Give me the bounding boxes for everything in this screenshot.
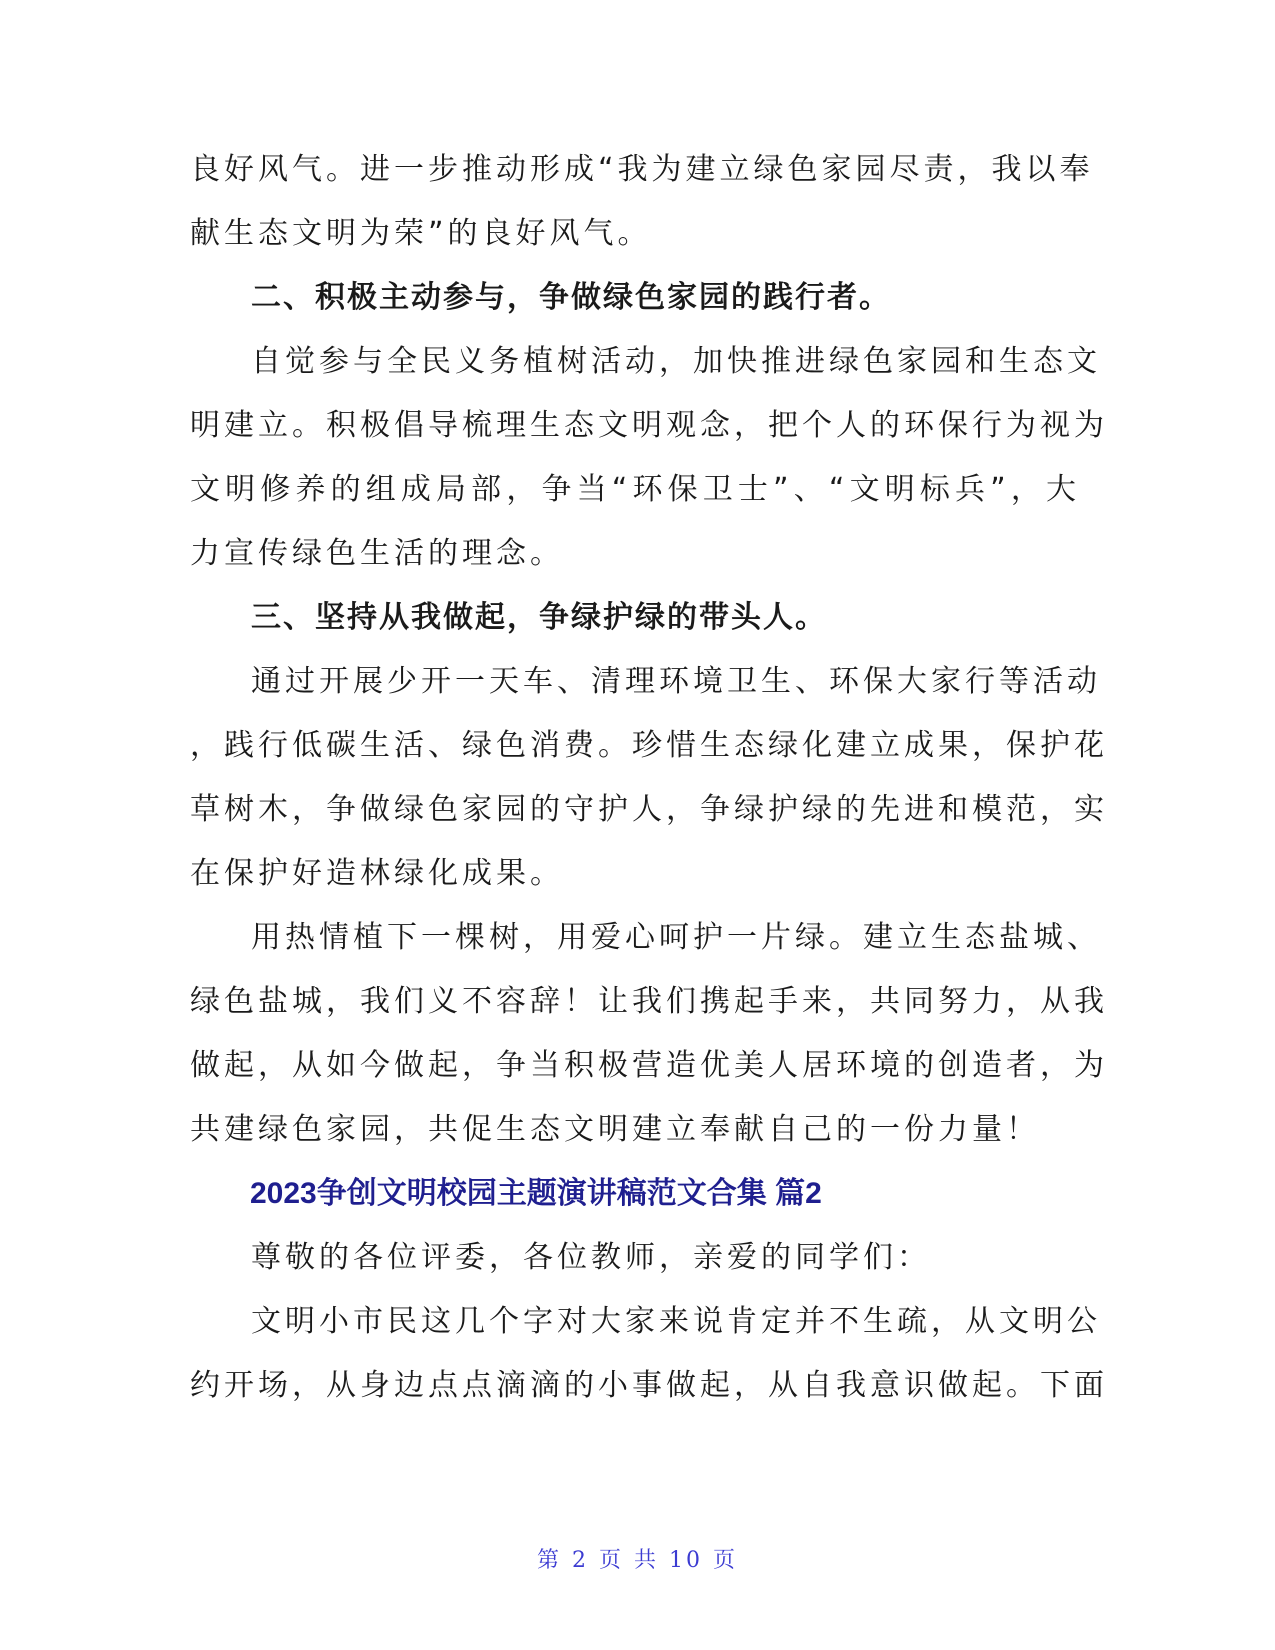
salutation: 尊敬的各位评委，各位教师，亲爱的同学们： — [251, 1240, 931, 1275]
body-line: 良好风气。进一步推动形成“我为建立绿色家园尽责，我以奉 — [190, 152, 1094, 187]
body-line: 献生态文明为荣”的良好风气。 — [190, 216, 652, 251]
body-line: 草树木，争做绿色家园的守护人，争绿护绿的先进和模范，实 — [190, 792, 1108, 827]
body-line: 自觉参与全民义务植树活动，加快推进绿色家园和生态文 — [251, 344, 1101, 379]
body-line: 做起，从如今做起，争当积极营造优美人居环境的创造者，为 — [190, 1048, 1108, 1083]
section-heading: 二、积极主动参与，争做绿色家园的践行者。 — [251, 280, 891, 315]
body-line: 通过开展少开一天车、清理环境卫生、环保大家行等活动 — [251, 664, 1101, 699]
body-line: 在保护好造林绿化成果。 — [190, 856, 564, 891]
article-title: 2023争创文明校园主题演讲稿范文合集 篇2 — [250, 1177, 822, 1210]
body-line: 文明小市民这几个字对大家来说肯定并不生疏，从文明公 — [251, 1304, 1101, 1339]
body-line: 文明修养的组成局部，争当“环保卫士”、“文明标兵”，大 — [190, 472, 1080, 507]
body-line: 约开场，从身边点点滴滴的小事做起，从自我意识做起。下面 — [190, 1368, 1108, 1403]
page-number-footer: 第 2 页 共 10 页 — [537, 1548, 738, 1573]
document-body — [190, 138, 1108, 1418]
body-line: 绿色盐城，我们义不容辞！让我们携起手来，共同努力，从我 — [190, 984, 1108, 1019]
body-line: 力宣传绿色生活的理念。 — [190, 536, 564, 571]
body-line: ，践行低碳生活、绿色消费。珍惜生态绿化建立成果，保护花 — [190, 728, 1108, 763]
section-heading: 三、坚持从我做起，争绿护绿的带头人。 — [251, 600, 827, 635]
body-line: 明建立。积极倡导梳理生态文明观念，把个人的环保行为视为 — [190, 408, 1108, 443]
body-line: 用热情植下一棵树，用爱心呵护一片绿。建立生态盐城、 — [251, 920, 1101, 955]
body-line: 共建绿色家园，共促生态文明建立奉献自己的一份力量！ — [190, 1112, 1040, 1147]
